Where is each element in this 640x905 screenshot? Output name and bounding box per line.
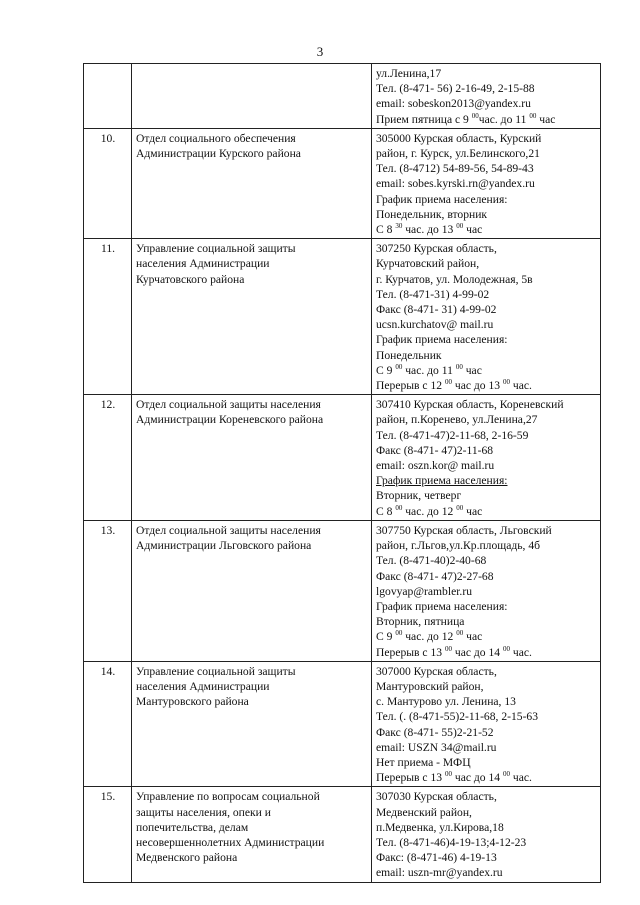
contact-info-cell bbox=[372, 661, 601, 787]
contact-info-line: Мантуровский район, bbox=[376, 679, 484, 693]
schedule-text: час. до 11 bbox=[402, 363, 456, 377]
contact-info-line: район, п.Коренево, ул.Ленина,27 bbox=[376, 413, 538, 427]
organization-name-cell bbox=[132, 128, 372, 238]
contact-info-line: Тел. (8-471-31) 4-99-02 bbox=[376, 287, 490, 301]
organization-name-line: Управление социальной защиты bbox=[136, 242, 296, 256]
schedule-text: час bbox=[536, 112, 556, 126]
contact-info-line: Тел. (8-4712) 54-89-56, 54-89-43 bbox=[376, 162, 534, 176]
contact-info-line: Факс (8-471- 47)2-27-68 bbox=[376, 569, 494, 583]
table-row bbox=[84, 520, 601, 661]
row-number-cell bbox=[84, 239, 132, 395]
schedule-text: час. до 12 bbox=[402, 504, 457, 518]
contact-info-line: Вторник, четверг bbox=[376, 489, 462, 503]
contact-info-line: Понедельник bbox=[376, 348, 442, 362]
row-number: 11. bbox=[100, 242, 116, 256]
contact-info-line: Тел. (8-471-40)2-40-68 bbox=[376, 554, 487, 568]
contact-info-line: email: sobeskon2013@yandex.ru bbox=[376, 97, 531, 111]
contact-info-cell bbox=[372, 128, 601, 238]
contact-info-line: Вторник, пятница bbox=[376, 615, 465, 629]
schedule-line bbox=[376, 645, 597, 660]
schedule-text: час bbox=[463, 630, 483, 644]
contact-info-cell bbox=[372, 395, 601, 521]
time-minutes-superscript: 00 bbox=[395, 363, 403, 371]
schedule-text: час. до 12 bbox=[402, 630, 457, 644]
schedule-line bbox=[376, 222, 597, 237]
row-number-cell bbox=[84, 64, 132, 129]
organization-name-line: населения Администрации bbox=[136, 257, 270, 271]
organization-name-line: защиты населения, опеки и bbox=[136, 805, 271, 819]
contact-info-line: lgovyap@rambler.ru bbox=[376, 584, 472, 598]
contact-info-line: email: USZN 34@mail.ru bbox=[376, 740, 497, 754]
contact-info-line: Тел. (. (8-471-55)2-11-68, 2-15-63 bbox=[376, 710, 539, 724]
schedule-text: час до 13 bbox=[451, 379, 503, 393]
time-minutes-superscript: 00 bbox=[444, 644, 452, 653]
time-minutes-superscript: 00 bbox=[444, 378, 452, 387]
table-row bbox=[84, 64, 601, 129]
schedule-text: час. до 13 bbox=[402, 223, 457, 237]
organization-name-cell bbox=[132, 395, 372, 521]
time-minutes-superscript: 00 bbox=[395, 629, 403, 638]
time-minutes-superscript: 00 bbox=[455, 363, 463, 371]
schedule-text: час. bbox=[509, 771, 532, 785]
contact-info-cell bbox=[372, 64, 601, 129]
time-minutes-superscript: 00 bbox=[456, 629, 464, 638]
directory-table-body bbox=[84, 64, 601, 883]
contact-info-cell bbox=[372, 787, 601, 882]
organization-name-cell bbox=[132, 787, 372, 882]
organization-name-line: Управление социальной защиты bbox=[136, 664, 296, 678]
time-minutes-superscript: 00 bbox=[444, 770, 452, 779]
row-number-cell bbox=[84, 787, 132, 882]
time-minutes-superscript: 00 bbox=[502, 770, 510, 779]
row-number: 12. bbox=[100, 398, 116, 412]
contact-info-line: Тел. (8-471- 56) 2-16-49, 2-15-88 bbox=[376, 82, 535, 96]
contact-info-line: 307750 Курская область, Льговский bbox=[376, 523, 552, 537]
contact-info-line: Медвенский район, bbox=[376, 805, 472, 819]
row-number-cell bbox=[84, 661, 132, 787]
schedule-line bbox=[376, 629, 597, 644]
contact-info-line: 307030 Курская область, bbox=[376, 790, 497, 804]
schedule-text: Перерыв с 13 bbox=[376, 771, 445, 785]
organization-name-line: Администрации Кореневского района bbox=[136, 413, 324, 427]
row-number-cell bbox=[84, 128, 132, 238]
contact-info-line: 307000 Курская область, bbox=[376, 664, 497, 678]
schedule-text: час. bbox=[509, 379, 532, 393]
table-row bbox=[84, 128, 601, 238]
schedule-text: Перерыв с 12 bbox=[376, 379, 445, 393]
organization-name-line: Управление по вопросам социальной bbox=[136, 790, 320, 804]
table-row bbox=[84, 661, 601, 787]
schedule-line bbox=[376, 378, 597, 393]
organization-name-cell bbox=[132, 520, 372, 661]
schedule-line bbox=[376, 504, 597, 519]
contact-info-line: ucsn.kurchatov@ mail.ru bbox=[376, 318, 494, 332]
schedule-text: С 9 bbox=[376, 363, 396, 377]
contact-info-line: Тел. (8-471-47)2-11-68, 2-16-59 bbox=[376, 428, 529, 442]
schedule-text: Перерыв с 13 bbox=[376, 645, 445, 659]
contact-info-line: График приема населения: bbox=[376, 474, 508, 488]
schedule-text: час до 14 bbox=[451, 771, 503, 785]
time-minutes-superscript: 00 bbox=[456, 222, 464, 231]
schedule-text: час bbox=[463, 504, 483, 518]
contact-info-line: График приема населения: bbox=[376, 333, 508, 347]
page-number: 3 bbox=[316, 44, 324, 59]
organization-name-cell bbox=[132, 661, 372, 787]
schedule-text: час. bbox=[509, 645, 532, 659]
table-row bbox=[84, 395, 601, 521]
contact-info-line: 307410 Курская область, Кореневский bbox=[376, 398, 564, 412]
time-minutes-superscript: 00 bbox=[471, 111, 479, 120]
schedule-text: час bbox=[463, 223, 483, 237]
organization-name-line: попечительства, делам bbox=[136, 820, 249, 834]
row-number: 10. bbox=[100, 131, 116, 145]
organization-name-line: несовершеннолетних Администрации bbox=[136, 835, 325, 849]
directory-table bbox=[83, 63, 601, 883]
contact-info-line: ул.Ленина,17 bbox=[376, 67, 442, 80]
contact-info-line: Курчатовский район, bbox=[376, 257, 480, 271]
schedule-line bbox=[376, 770, 597, 785]
time-minutes-superscript: 00 bbox=[529, 111, 537, 120]
contact-info-line: Тел. (8-471-46)4-19-13;4-12-23 bbox=[376, 835, 527, 849]
contact-info-line: район, г. Курск, ул.Белинского,21 bbox=[376, 147, 540, 161]
time-minutes-superscript: 00 bbox=[502, 378, 510, 387]
organization-name-line: Медвенского района bbox=[136, 851, 238, 865]
row-number: 13. bbox=[100, 523, 116, 537]
contact-info-line: Факс: (8-471-46) 4-19-13 bbox=[376, 851, 497, 865]
schedule-line bbox=[376, 112, 597, 127]
contact-info-line: email: oszn.kor@ mail.ru bbox=[376, 459, 495, 473]
row-number: 14. bbox=[100, 664, 116, 678]
organization-name-line: Курчатовского района bbox=[136, 272, 245, 286]
schedule-text: час. до 11 bbox=[478, 112, 530, 126]
contact-info-line: График приема населения: bbox=[376, 599, 508, 613]
contact-info-line: Факс (8-471- 55)2-21-52 bbox=[376, 725, 494, 739]
contact-info-line: Понедельник, вторник bbox=[376, 207, 488, 221]
contact-info-line: Факс (8-471- 31) 4-99-02 bbox=[376, 303, 497, 317]
organization-name-line: Администрации Льговского района bbox=[136, 539, 312, 553]
contact-info-line: с. Мантурово ул. Ленина, 13 bbox=[376, 695, 516, 709]
contact-info-cell bbox=[372, 520, 601, 661]
organization-name-line: населения Администрации bbox=[136, 679, 270, 693]
schedule-text: час bbox=[462, 363, 482, 377]
table-row bbox=[84, 787, 601, 882]
contact-info-line: Нет приема - МФЦ bbox=[376, 755, 471, 769]
row-number-cell bbox=[84, 395, 132, 521]
row-number: 15. bbox=[100, 790, 116, 804]
contact-info-line: район, г.Льгов,ул.Кр.площадь, 4б bbox=[376, 539, 541, 553]
contact-info-cell bbox=[372, 239, 601, 395]
time-minutes-superscript: 00 bbox=[456, 503, 464, 512]
schedule-text: Прием пятница с 9 bbox=[376, 112, 472, 126]
schedule-text: С 8 bbox=[376, 504, 396, 518]
organization-name-line: Мантуровского района bbox=[136, 695, 249, 709]
organization-name-line: Администрации Курского района bbox=[136, 147, 301, 161]
contact-info-line: г. Курчатов, ул. Молодежная, 5в bbox=[376, 272, 533, 286]
organization-name-line: Отдел социальной защиты населения bbox=[136, 398, 321, 412]
contact-info-line: График приема населения: bbox=[376, 192, 508, 206]
contact-info-line: Факс (8-471- 47)2-11-68 bbox=[376, 443, 494, 457]
time-minutes-superscript: 00 bbox=[502, 644, 510, 653]
organization-name-line: Отдел социальной защиты населения bbox=[136, 523, 321, 537]
table-row bbox=[84, 239, 601, 395]
row-number-cell bbox=[84, 520, 132, 661]
schedule-text: С 9 bbox=[376, 630, 396, 644]
contact-info-line: email: uszn-mr@yandex.ru bbox=[376, 866, 503, 880]
time-minutes-superscript: 30 bbox=[395, 222, 403, 231]
contact-info-line: п.Медвенка, ул.Кирова,18 bbox=[376, 820, 504, 834]
schedule-text: С 8 bbox=[376, 223, 396, 237]
schedule-text: час до 14 bbox=[451, 645, 503, 659]
contact-info-line: 307250 Курская область, bbox=[376, 242, 497, 256]
organization-name-cell bbox=[132, 64, 372, 129]
schedule-line bbox=[376, 363, 597, 378]
time-minutes-superscript: 00 bbox=[395, 503, 403, 512]
organization-name-line: Отдел социального обеспечения bbox=[136, 131, 296, 145]
organization-name-cell bbox=[132, 239, 372, 395]
contact-info-line: 305000 Курская область, Курский bbox=[376, 131, 542, 145]
contact-info-line: email: sobes.kyrski.rn@yandex.ru bbox=[376, 177, 535, 191]
